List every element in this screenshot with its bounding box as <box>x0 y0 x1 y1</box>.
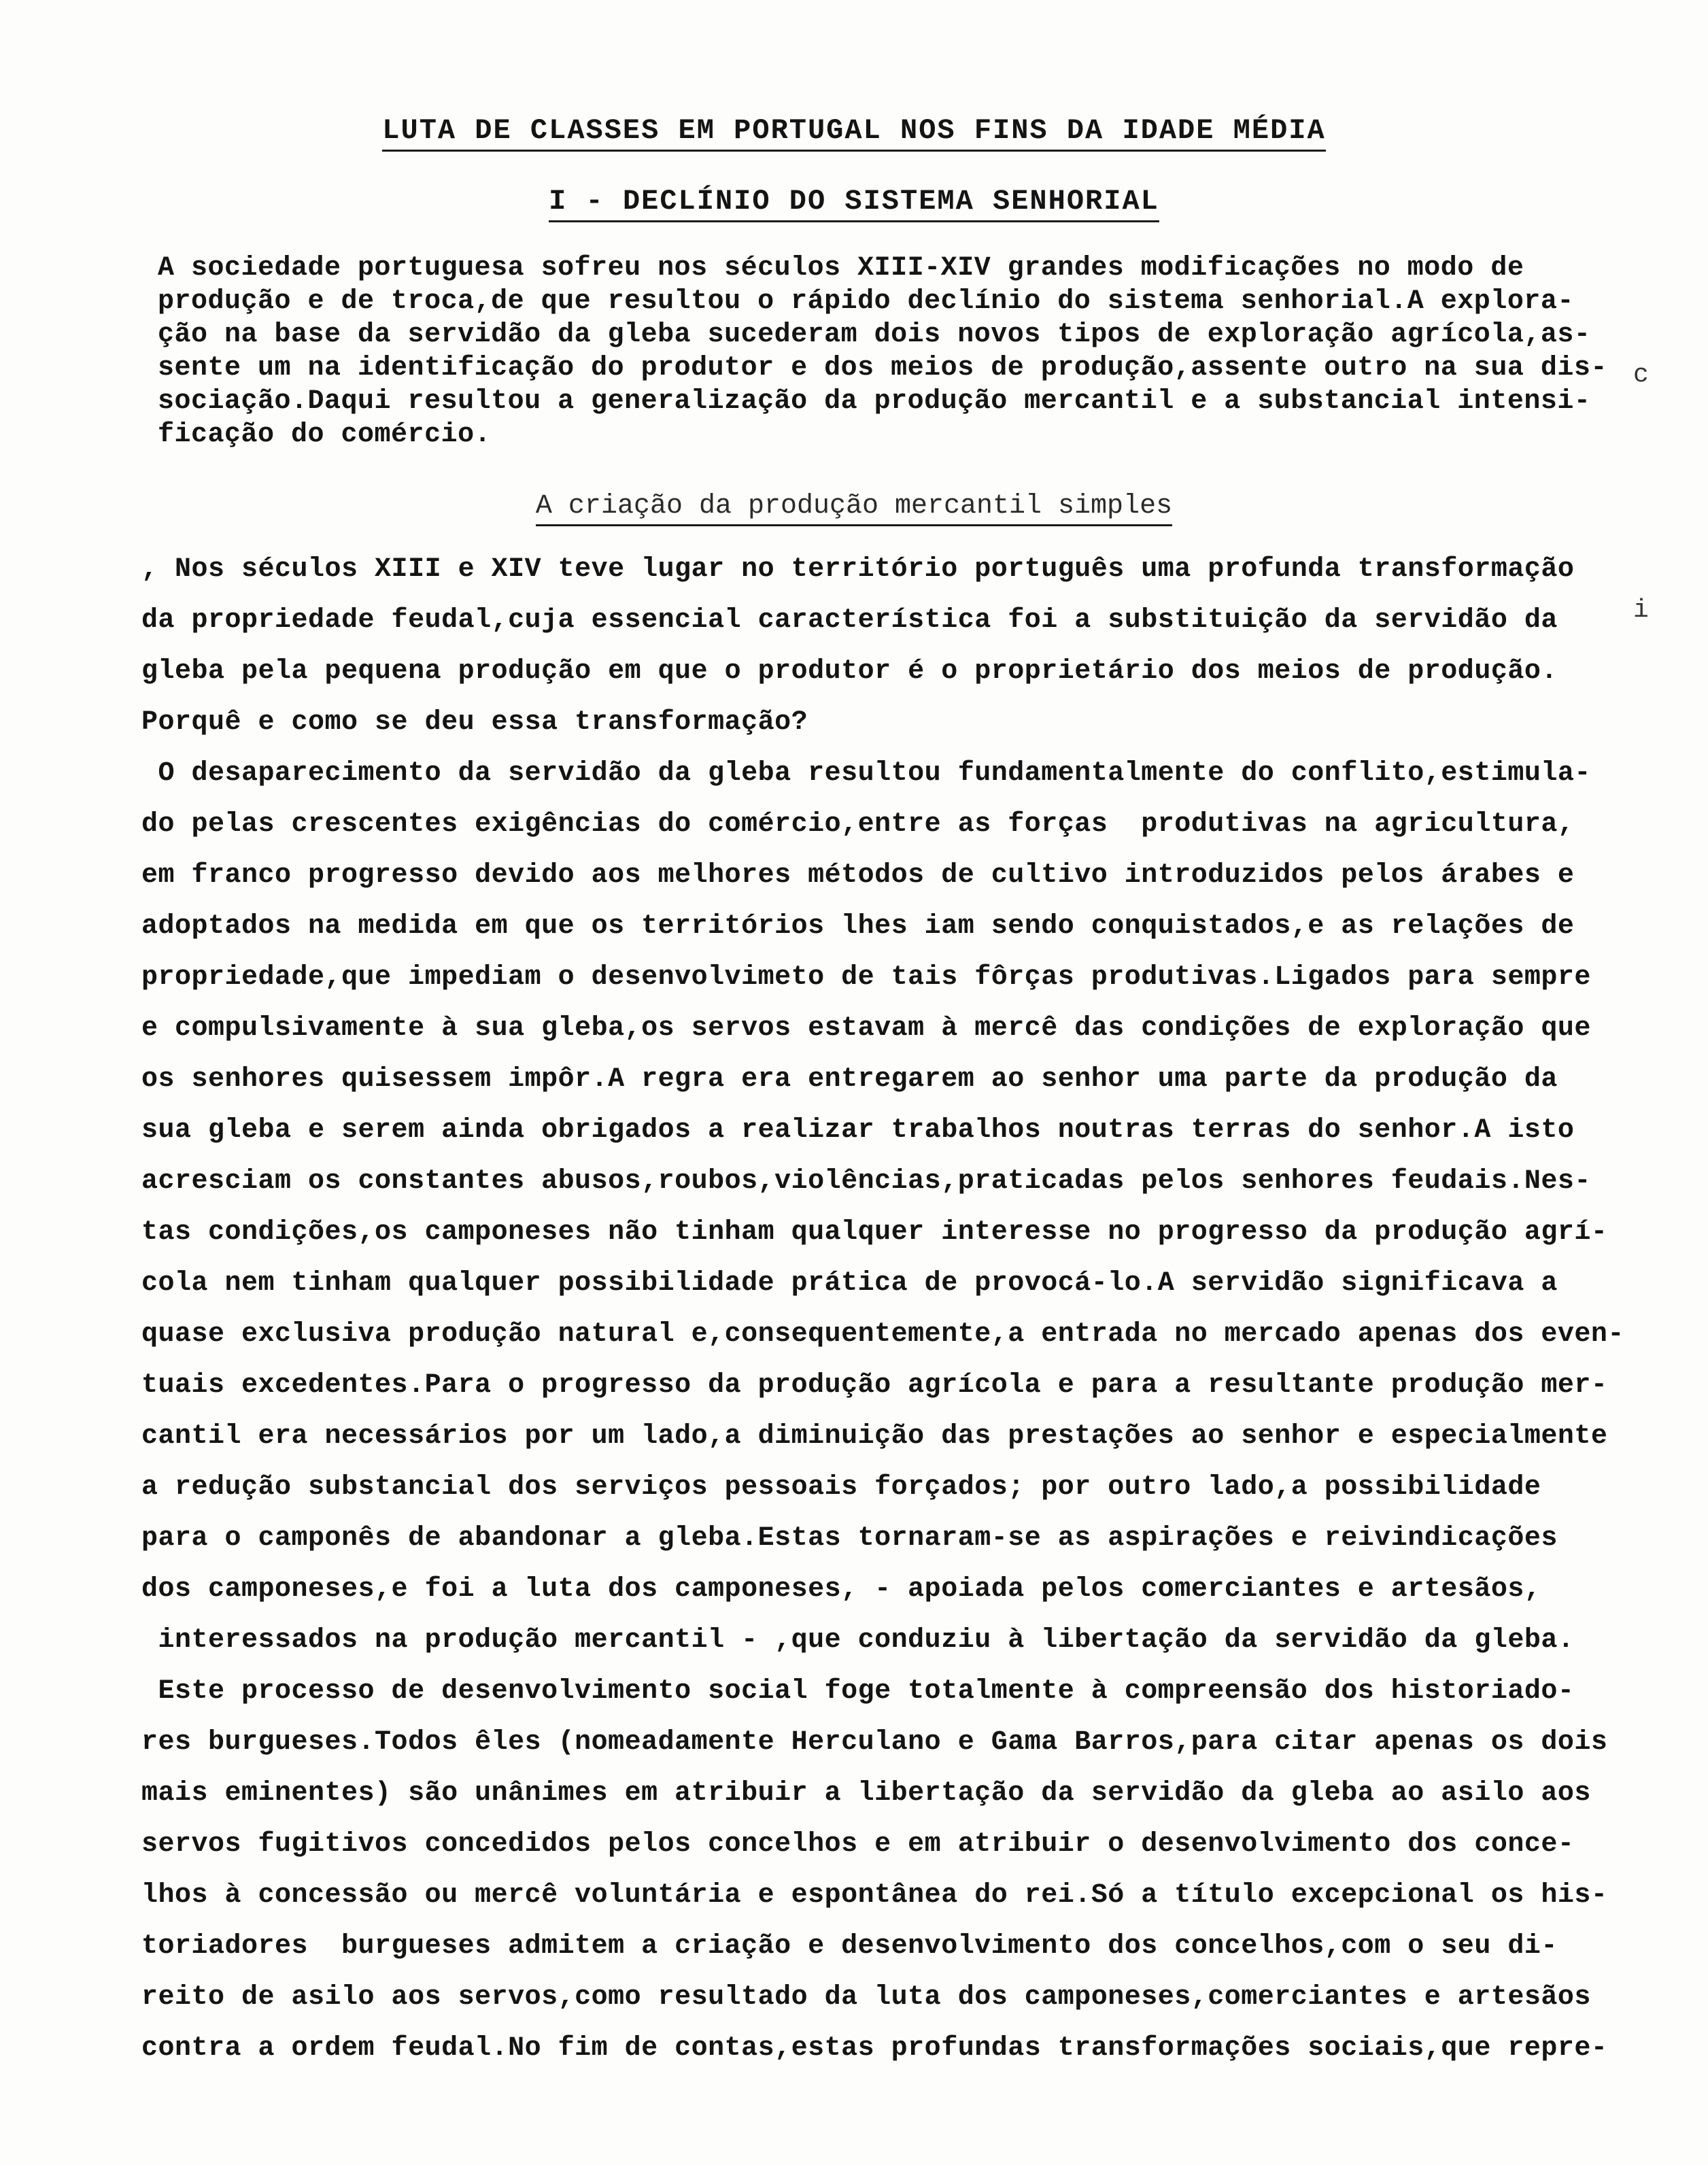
intro-paragraph: A sociedade portuguesa sofreu nos séculos XIII-XIV grandes modificações no modo de produção e de troca,de que resultou o rápido declínio do sistema senhorial.A explora- ção na base da servidão da gleba sucederam dois novos tipos de exploração agrícola,as- sente um na identificação do produtor e dos meios de produção,assente outro na sua dis- sociação.Daqui resultou a generalização da produção mercantil e a substancial intensi- ficação do comércio. <box>158 253 1607 450</box>
subheading <box>0 491 1708 522</box>
document-title <box>0 114 1708 147</box>
margin-mark: c <box>1633 360 1649 390</box>
subheading-text: A criação da produção mercantil simples <box>536 491 1172 526</box>
body-paragraph: , Nos séculos XIII e XIV teve lugar no território português uma profunda transformação da propriedade feudal,cuja essencial característica foi a substituição da servidão da gleba pela pequena produção em que o produtor é o proprietário dos meios de produção. Porquê e como se deu essa transformação? O desaparecimento da servidão da gleba resultou fundamentalmente do conflito,estimula- do pelas crescentes exigências do comércio,entre as forças produtivas na agricultura, em franco progresso devido aos melhores métodos de cultivo introduzidos pelos árabes e adoptados na medida em que os territórios lhes iam sendo conquistados,e as relações de propriedade,que impediam o desenvolvimeto de tais fôrças produtivas.Ligados para sempre e compulsivamente à sua gleba,os servos estavam à mercê das condições de exploração que os senhores quisessem impôr.A regra era entregarem ao senhor uma parte da produção da sua gleba e serem ainda obrigados a realizar trabalhos noutras terras do senhor.A isto acresciam os constantes abusos,roubos,violências,praticadas pelos senhores feudais.Nes- tas condições,os camponeses não tinham qualquer interesse no progresso da produção agrí- cola nem tinham qualquer possibilidade prática de provocá-lo.A servidão significava a quase exclusiva produção natural e,consequentemente,a entrada no mercado apenas dos even- tuais excedentes.Para o progresso da produção agrícola e para a resultante produção mer- cantil era necessários por um lado,a diminuição das prestações ao senhor e especialmente a redução substancial dos serviços pessoais forçados; por outro lado,a possibilidade para o camponês de abandonar a gleba.Estas tornaram-se as aspirações e reivindicações dos camponeses,e foi a luta dos camponeses, - apoiada pelos comerciantes e artesãos, interessados na produção mercantil - ,que conduziu à libertação da servidão da gleba. Este processo de desenvolvimento social foge totalmente à compreensão dos historiado- res burgueses.Todos êles (nomeadamente Herculano e Gama Barros,para citar apenas os dois mais eminentes) são unânimes em atribuir a libertação da servidão da gleba ao asilo aos servos fugitivos concedidos pelos concelhos e em atribuir o desenvolvimento dos conce- lhos à concessão ou mercê voluntária e espontânea do rei.Só a título excepcional os his- toriadores burgueses admitem a criação e desenvolvimento dos concelhos,com o seu di- reito de asilo aos servos,como resultado da luta dos camponeses,comerciantes e artesãos contra a ordem feudal.No fim de contas,estas profundas transformações sociais,que repre- <box>141 554 1624 2064</box>
margin-mark: i <box>1633 596 1649 625</box>
section-title <box>0 185 1708 218</box>
document-title-text: LUTA DE CLASSES EM PORTUGAL NOS FINS DA IDADE MÉDIA <box>382 114 1325 152</box>
section-title-text: I - DECLÍNIO DO SISTEMA SENHORIAL <box>549 185 1159 222</box>
